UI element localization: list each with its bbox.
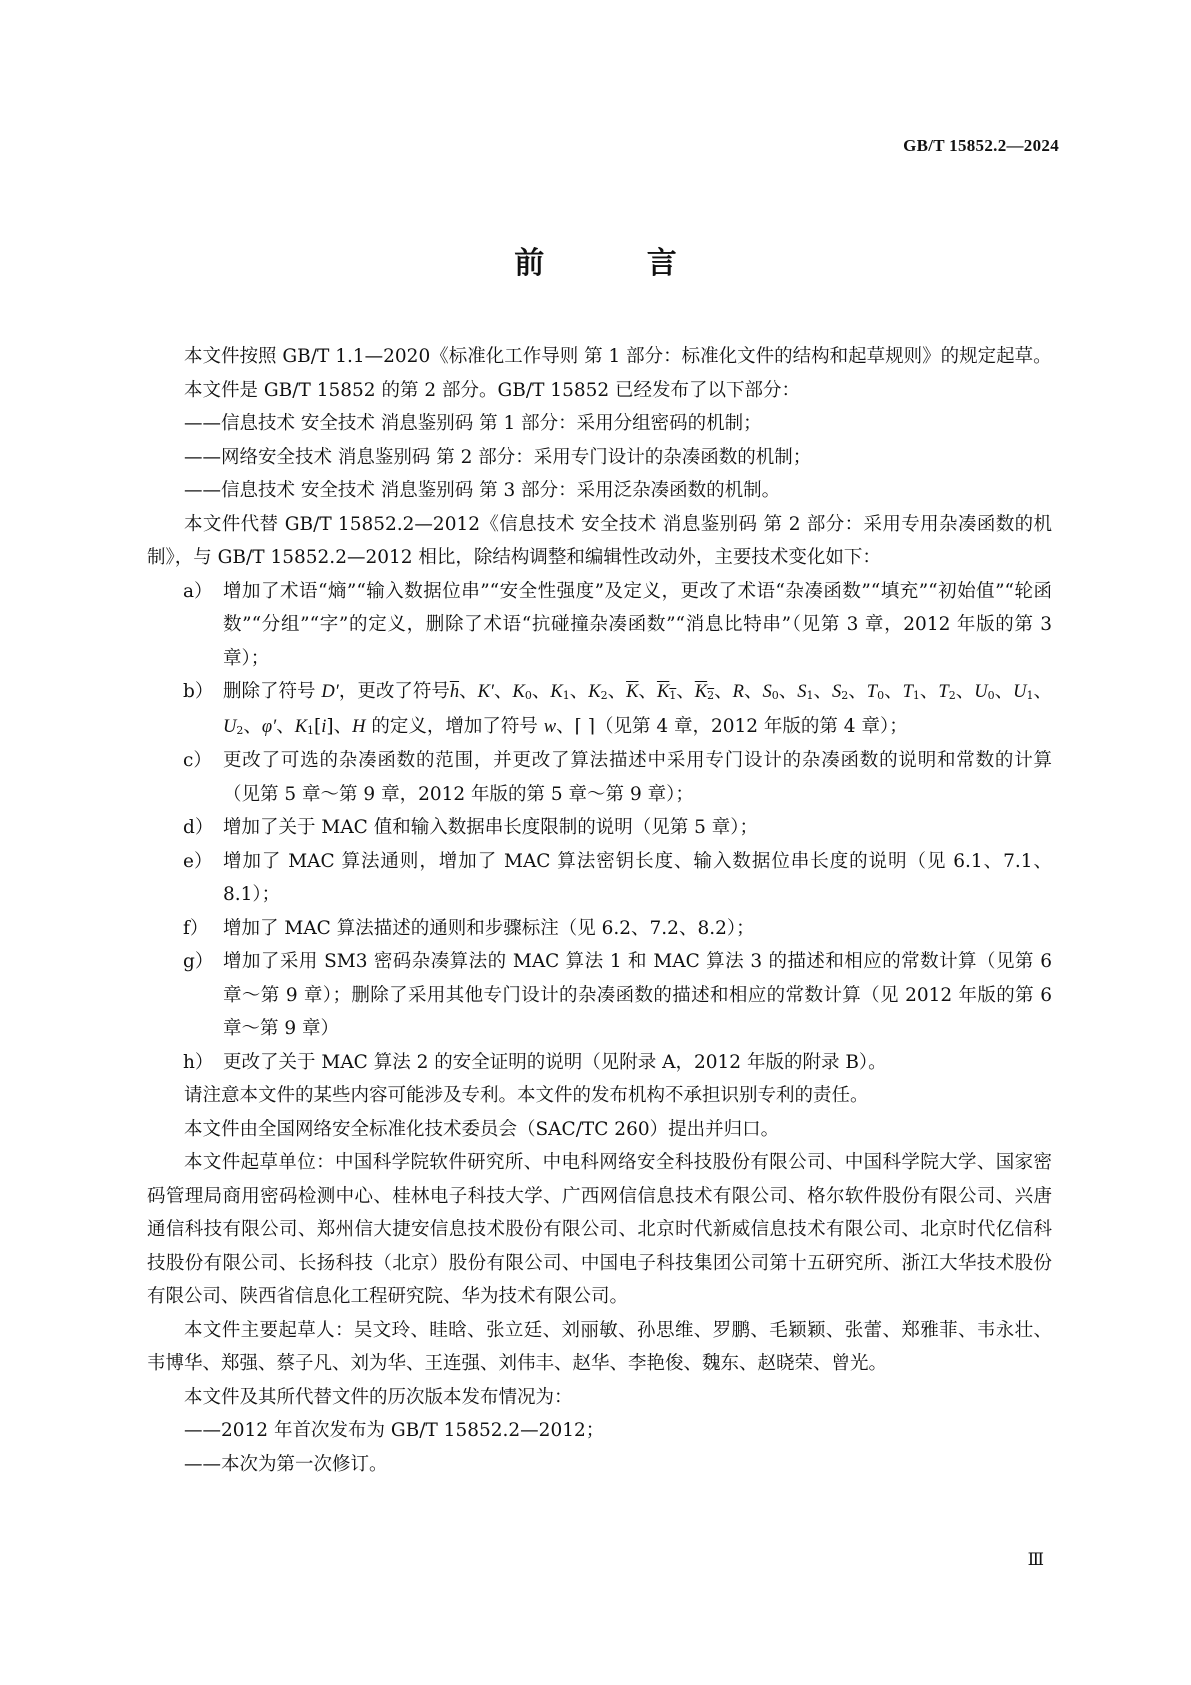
change-text-part: 的定义，增加了符号 bbox=[365, 715, 544, 737]
change-label: b） bbox=[183, 681, 214, 702]
paragraph-patent-notice: 请注意本文件的某些内容可能涉及专利。本文件的发布机构不承担识别专利的责任。 bbox=[184, 1085, 869, 1106]
change-item-e bbox=[147, 845, 1052, 912]
paragraph-drafting-rules: 本文件按照 GB/T 1.1—2020《标准化工作导则 第 1 部分：标准化文件的结构和起草规则》的规定起草。 bbox=[184, 346, 1052, 367]
change-text: 增加了 MAC 算法描述的通则和步骤标注（见 6.2、7.2、8.2）； bbox=[223, 917, 755, 939]
change-text-part: ，更改了符号 bbox=[338, 681, 450, 702]
paragraph-drafters: 本文件主要起草人：吴文玲、眭晗、张立廷、刘丽敏、孙思维、罗鹏、毛颖颖、张蕾、郑雅菲、韦永壮、韦博华、郑强、蔡子凡、刘为华、王连强、刘伟丰、赵华、李艳俊、魏东、赵晓荣、曾光。 bbox=[147, 1319, 1052, 1374]
change-label: g） bbox=[183, 951, 214, 972]
change-text: 更改了可选的杂凑函数的范围，并更改了算法描述中采用专门设计的杂凑函数的说明和常数的计算（见第 5 章～第 9 章，2012 年版的第 5 章～第 9 章）； bbox=[223, 750, 1052, 805]
change-text-part: （见第 4 章，2012 年版的第 4 章）； bbox=[594, 715, 908, 737]
change-item-g bbox=[147, 945, 1052, 1046]
math-symbols-deleted: D′ bbox=[321, 682, 339, 702]
change-item-h bbox=[147, 1046, 1052, 1080]
change-text: 增加了采用 SM3 密码杂凑算法的 MAC 算法 1 和 MAC 算法 3 的描述和相应的常数计算（见第 6 章～第 9 章）；删除了采用其他专门设计的杂凑函数的描述和相应的常数计算（见 2012 年版的第 6 章～第 9 章） bbox=[223, 951, 1052, 1039]
paragraph-history-intro: 本文件及其所代替文件的历次版本发布情况为： bbox=[184, 1386, 573, 1408]
change-item-c bbox=[147, 744, 1052, 811]
change-item-a bbox=[147, 575, 1052, 676]
paragraph-replacement: 本文件代替 GB/T 15852.2—2012《信息技术 安全技术 消息鉴别码 第 2 部分：采用专用杂凑函数的机制》，与 GB/T 15852.2—2012 相比，除结构调整和编辑性改动外，主要技术变化如下： bbox=[147, 513, 1052, 568]
paragraph-series-intro: 本文件是 GB/T 15852 的第 2 部分。GB/T 15852 已经发布了以下部分： bbox=[184, 379, 801, 401]
list-item-history-1: ——2012 年首次发布为 GB/T 15852.2—2012； bbox=[184, 1420, 605, 1441]
change-label: e） bbox=[183, 850, 213, 872]
standard-number: GB/T 15852.2—2024 bbox=[903, 136, 1059, 155]
change-label: d） bbox=[183, 817, 214, 838]
list-item-part-2: ——网络安全技术 消息鉴别码 第 2 部分：采用专门设计的杂凑函数的机制； bbox=[184, 446, 812, 468]
change-label: f） bbox=[183, 917, 209, 939]
change-item-f bbox=[147, 912, 1052, 946]
change-text: 增加了 MAC 算法通则，增加了 MAC 算法密钥长度、输入数据位串长度的说明（见 6.1、7.1、8.1）； bbox=[223, 850, 1052, 905]
paragraph-drafting-units: 本文件起草单位：中国科学院软件研究所、中电科网络安全科技股份有限公司、中国科学院大学、国家密码管理局商用密码检测中心、桂林电子科技大学、广西网信信息技术有限公司、格尔软件股份有限公司、兴唐通信科技有限公司、郑州信大捷安信息技术股份有限公司、北京时代新威信息技术有限公司、北京时代亿信科技股份有限公司、长扬科技（北京）股份有限公司、中国电子科技集团公司第十五研究所、浙江大华技术股份有限公司、陕西省信息化工程研究院、华为技术有限公司。 bbox=[147, 1152, 1052, 1307]
page-number: Ⅲ bbox=[1027, 1550, 1044, 1569]
change-item-d bbox=[147, 811, 1052, 845]
change-text: 增加了术语“熵”“输入数据位串”“安全性强度”及定义，更改了术语“杂凑函数”“填充”“初始值”“轮函数”“分组”“字”的定义，删除了术语“抗碰撞杂凑函数”“消息比特串”（见第 3 章，2012 年版的第 3 章）； bbox=[223, 580, 1052, 669]
change-text-part: 删除了符号 bbox=[223, 681, 322, 702]
change-label: h） bbox=[183, 1051, 214, 1073]
change-label: c） bbox=[183, 750, 212, 771]
list-item-part-1: ——信息技术 安全技术 消息鉴别码 第 1 部分：采用分组密码的机制； bbox=[184, 413, 762, 434]
change-label: a） bbox=[183, 580, 213, 602]
list-item-part-3: ——信息技术 安全技术 消息鉴别码 第 3 部分：采用泛杂凑函数的机制。 bbox=[184, 480, 781, 501]
list-item-history-2: ——本次为第一次修订。 bbox=[184, 1453, 388, 1475]
page-title: 前 言 bbox=[514, 246, 723, 281]
paragraph-committee: 本文件由全国网络安全标准化技术委员会（SAC/TC 260）提出并归口。 bbox=[184, 1118, 780, 1140]
foreword-body bbox=[147, 340, 1052, 1481]
change-text: 更改了关于 MAC 算法 2 的安全证明的说明（见附录 A，2012 年版的附录 B）。 bbox=[223, 1051, 887, 1073]
change-item-b: b） 删除了符号 D′，更改了符号$\overline{h}$、K′、$K_0$、$K_1$、$K_2$、$\overline{K}$、$K_1$、$K_2$、R、$S_0$、$S_1$、$S_2$、$T_0$、$T_1$、$T_2$、$U_0$、$U_1$、$U_2$、φ′、$K_1[i]$、H 的定义，增加了符号 w、⌈ ⌉（见第 4 章，2012 年版的第 4 章）； bbox=[147, 675, 1052, 744]
change-text: 增加了关于 MAC 值和输入数据串长度限制的说明（见第 5 章）； bbox=[223, 817, 759, 838]
